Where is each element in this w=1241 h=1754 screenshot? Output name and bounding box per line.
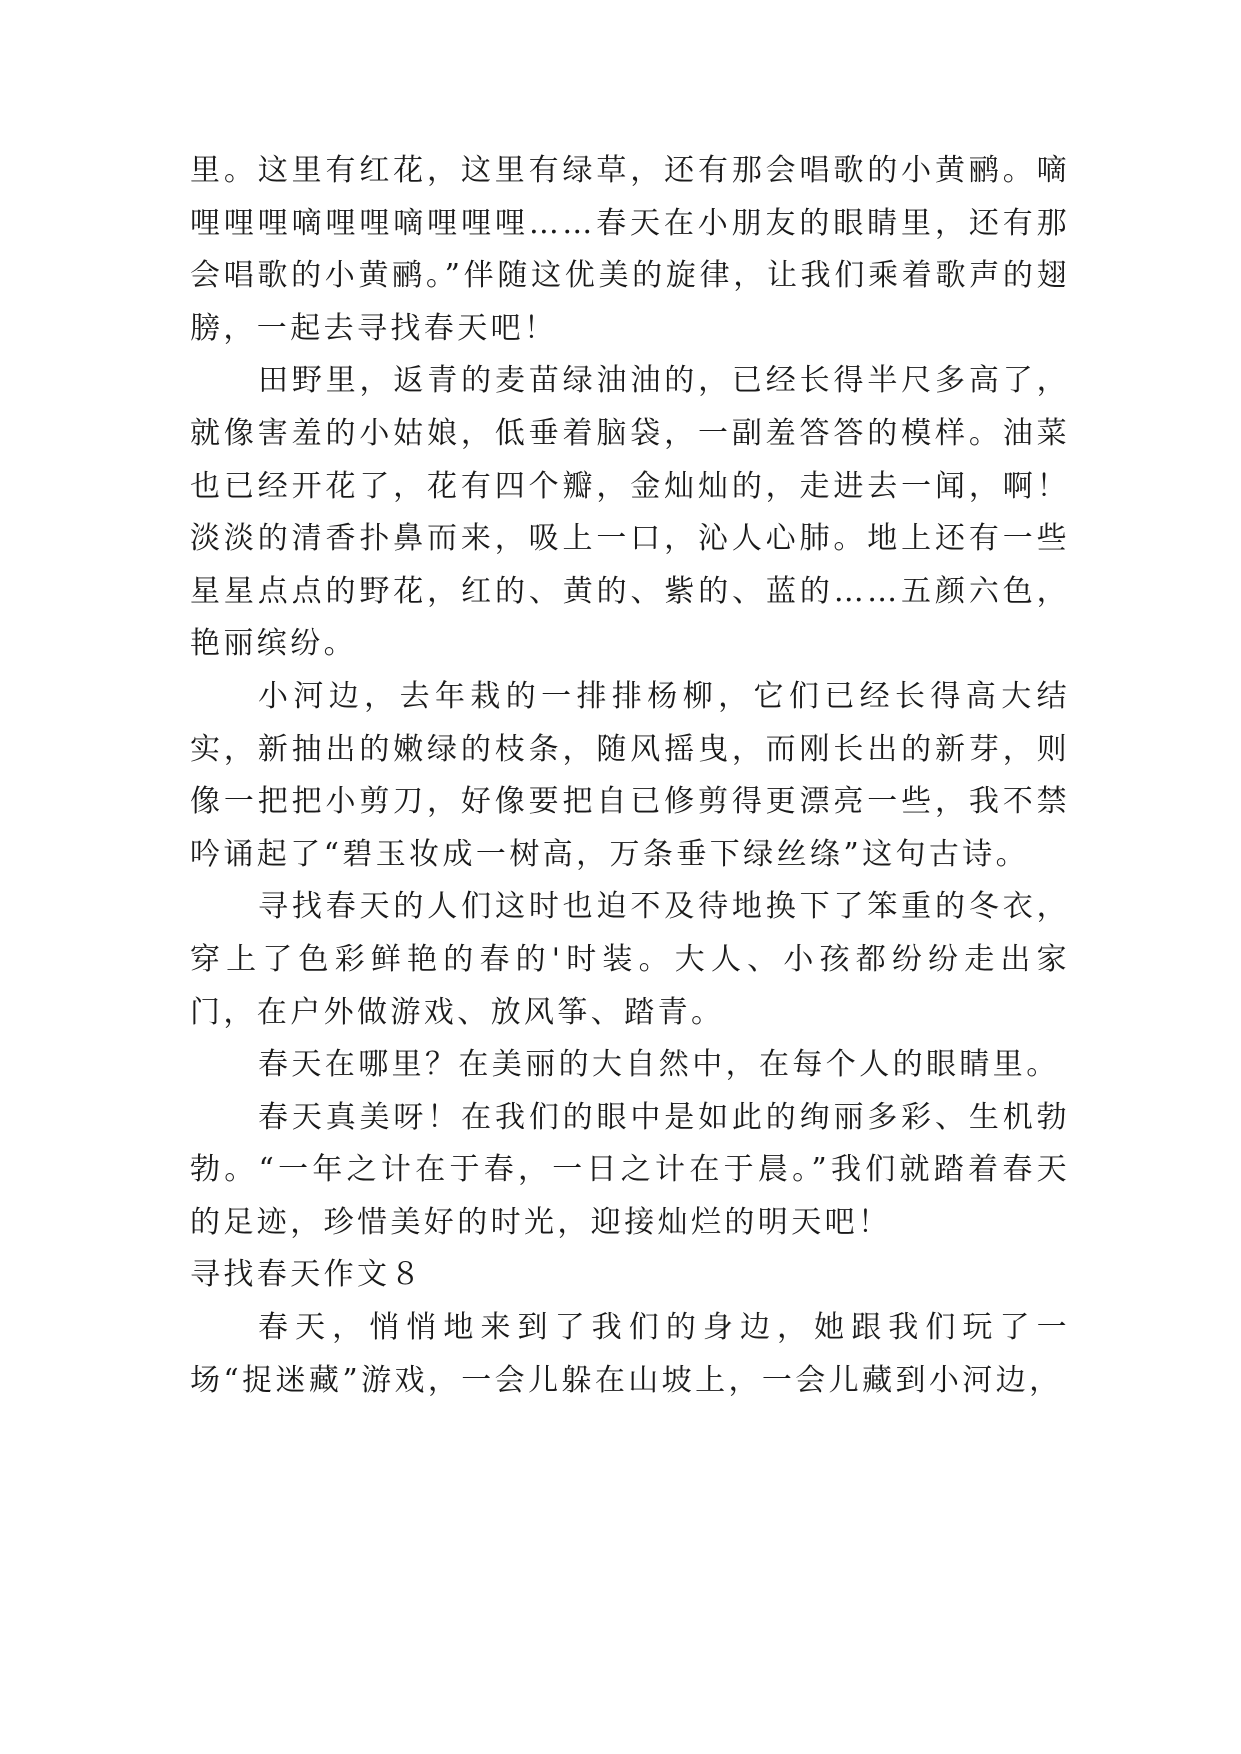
section-heading: 寻找春天作文８ (190, 1257, 424, 1293)
paragraph-fields: 田野里，返青的麦苗绿油油的，已经长得半尺多高了，就像害羞的小姑娘，低垂着脑袋，一副羞答答的模样。油菜也已经开花了，花有四个瓣，金灿灿的，走进去一闻，啊！淡淡的清香扑鼻而来，吸上一口，沁人心肺。地上还有一些星星点点的野花，红的、黄的、紫的、蓝的……五颜六色，艳丽缤纷。 (190, 363, 1070, 662)
document-body (190, 145, 1070, 1407)
paragraph-conclusion: 春天真美呀！在我们的眼中是如此的绚丽多彩、生机勃勃。“一年之计在于春，一日之计在于晨。”我们就踏着春天的足迹，珍惜美好的时光，迎接灿烂的明天吧！ (190, 1099, 1070, 1240)
paragraph-where-is-spring: 春天在哪里？在美丽的大自然中，在每个人的眼睛里。 (258, 1047, 1060, 1083)
paragraph-new-essay: 春天，悄悄地来到了我们的身边，她跟我们玩了一场“捉迷藏”游戏，一会儿躲在山坡上，一会儿藏到小河边， (190, 1310, 1070, 1398)
paragraph-people: 寻找春天的人们这时也迫不及待地换下了笨重的冬衣，穿上了色彩鲜艳的春的'时装。大人、小孩都纷纷走出家门，在户外做游戏、放风筝、踏青。 (190, 889, 1070, 1030)
paragraph-riverside: 小河边，去年栽的一排排杨柳，它们已经长得高大结实，新抽出的嫩绿的枝条，随风摇曳，而刚长出的新芽，则像一把把小剪刀，好像要把自已修剪得更漂亮一些，我不禁吟诵起了“碧玉妆成一树高，万条垂下绿丝绦”这句古诗。 (190, 678, 1070, 872)
paragraph-continuation: 里。这里有红花，这里有绿草，还有那会唱歌的小黄鹂。嘀哩哩哩嘀哩哩嘀哩哩哩……春天在小朋友的眼睛里，还有那会唱歌的小黄鹂。”伴随这优美的旋律，让我们乘着歌声的翅膀，一起去寻找春天吧！ (190, 153, 1070, 346)
